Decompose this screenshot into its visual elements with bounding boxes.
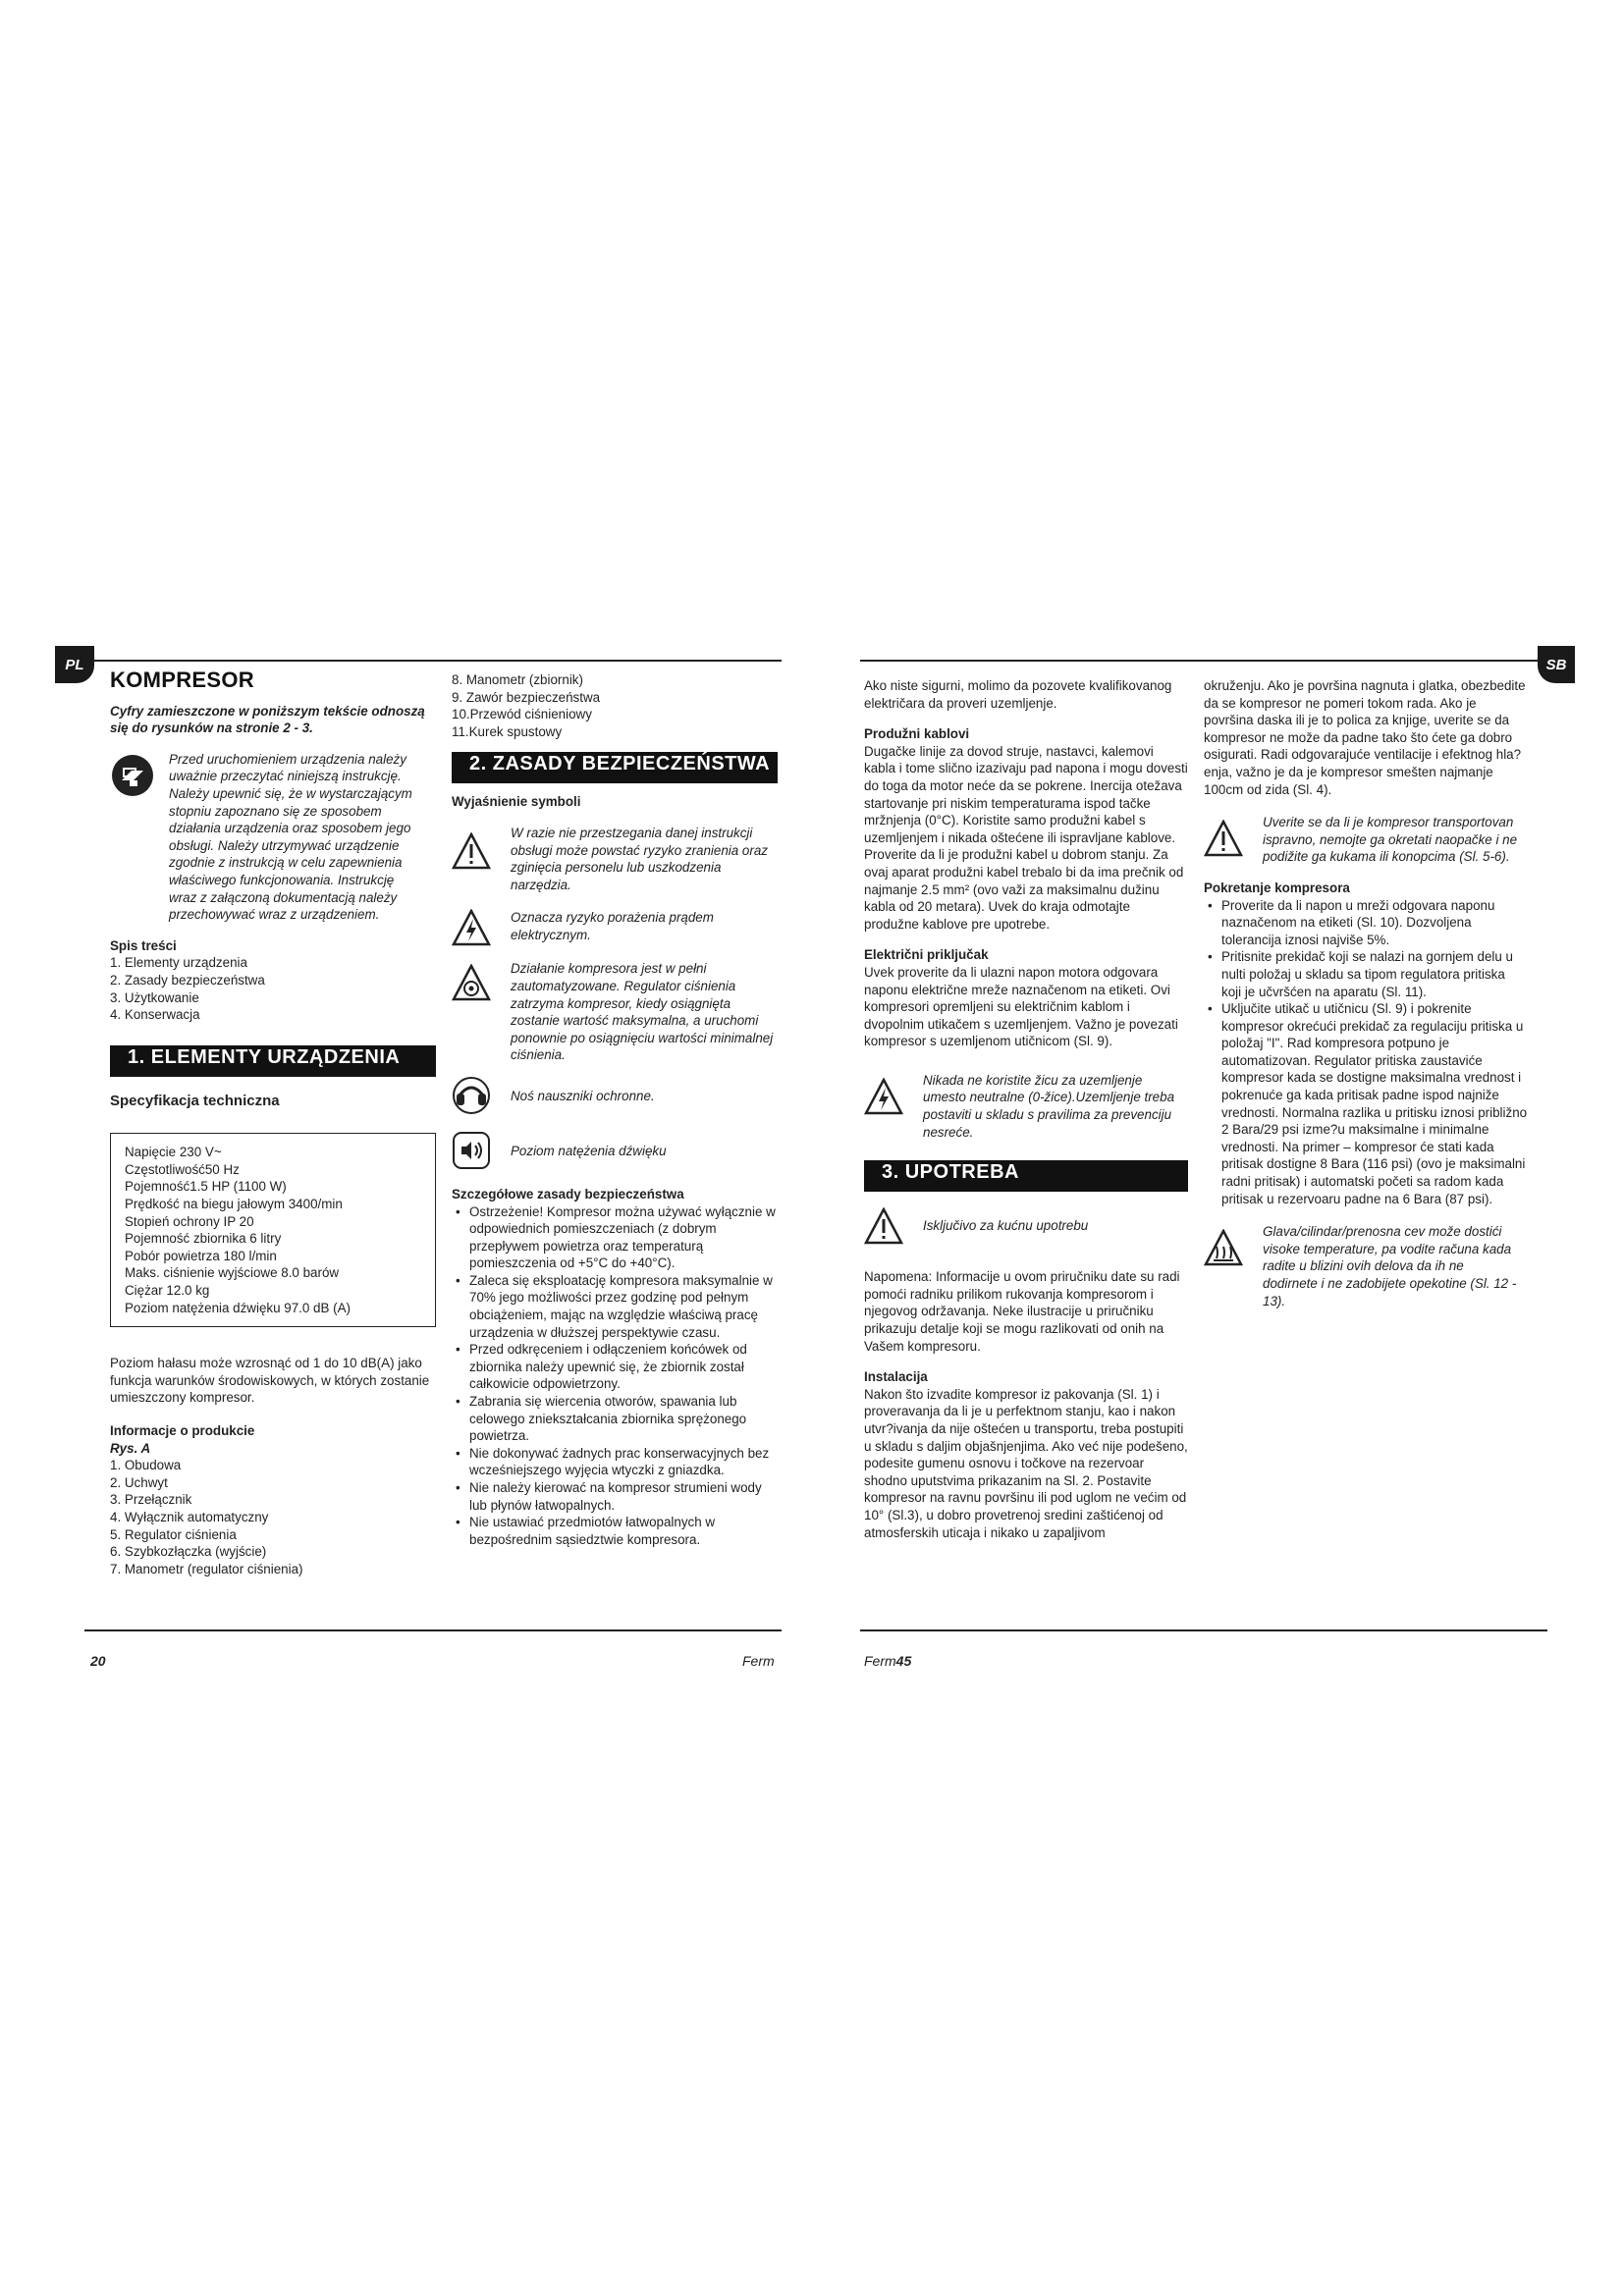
symbol-noise-level <box>452 1131 778 1170</box>
toc-list <box>110 954 436 1023</box>
usage-note: Napomena: Informacije u ovom priručniku date su radi pomoći radniku prilikom rukovanja kompresorom i njegovog održavanja. Neke ilustracije u priručniku prikazuju detalje koji se mogu razlikovati od onih na Vašem kompresoru. <box>864 1269 1180 1354</box>
footer-page-number-left: 20 <box>90 1653 106 1669</box>
start-item: • Proverite da li napon u mreži odgovara naponu naznačenom na etiketi (Sl. 10). Dozvoljena tolerancija iznosi najviše 5%. <box>1204 897 1528 949</box>
language-code: SB <box>1545 656 1567 673</box>
electric-shock-icon <box>864 1078 903 1115</box>
part-item: 8. Manometr (zbiornik) <box>452 672 583 687</box>
spec-box <box>110 1133 436 1327</box>
installation-text-continued: okruženju. Ako je površina nagnuta i glatka, obezbedite da se kompresor ne pomeri tokom rada. Ako je površina daska ili je to polica za knjige, uverite se da kompresor ne može da padne tako što ćete ga dobro osigurati. Radi odgovarajuće ventilacije i efektnog hla?enja, važno je da je kompresor smešten najmanje 100cm od zida (Sl. 4). <box>1204 678 1526 797</box>
safety-rule: • Ostrzeżenie! Kompresor można używać wyłącznie w odpowiednich pomieszczeniach (z dobrym przepływem powietrza oraz temperaturą pomieszczenia od +5°C do +40°C). <box>452 1203 778 1272</box>
left-column-2 <box>452 671 778 1548</box>
symbol-auto-start-text: Działanie kompresora jest w pełni zautomatyzowane. Regulator ciśnienia zatrzyma kompresor, kiedy osiągnięta zostanie wartość maksymalna, a uruchomi ponownie po osiągnięciu wartości minimalnej ciśnienia. <box>511 961 774 1063</box>
spec-heading: Specyfikacja techniczna <box>110 1092 280 1109</box>
warning-triangle-icon <box>452 832 491 870</box>
part-item: 3. Przełącznik <box>110 1492 192 1508</box>
symbols-heading: Wyjaśnienie symboli <box>452 794 581 810</box>
part-item: 7. Manometr (regulator ciśnienia) <box>110 1561 303 1576</box>
toc-item: 3. Użytkowanie <box>110 989 199 1005</box>
electric-shock-icon <box>452 909 491 946</box>
extension-text: Dugačke linije za dovod struje, nastavci, kalemovi kabla i tome slično izazivaju pad napona i mogu dovesti do toga da motor neće da se pokrene. Inercija otežava startovanje pri niskim temperaturama ispod tačke mržnjenja (0°C). Koristite samo produžni kabel s uzemljenjem i nikada oštećene ili ispravljane kablove. Proverite da li je produžni kabel u dobrom stanju. Za ovaj aparat produžni kabel trebalo bi da ima prečnik od najmanje 2.5 mm² (ovo važi za maksimalnu dužinu kabla od 20 metara). Uvek do kraja odmotajte produžne kablove pre upotrebe. <box>864 743 1188 932</box>
electrical-text: Uvek proverite da li ulazni napon motora odgovara naponu električne mreže naznačenom na etiketi. Ovi kompresori opremljeni su električnim kablom i dvopolnim utikačem s uzemljenjem. Važno je povezati kompresor s uzemljenom utičnicom (Sl. 9). <box>864 964 1178 1049</box>
part-item: 6. Szybkozłączka (wyjście) <box>110 1544 267 1560</box>
manual-notice-text: Przed uruchomieniem urządzenia należy uważnie przeczytać niniejszą instrukcję. Należy upewnić się, że w wystarczającym stopniu zapoznano się ze sposobem działania urządzenia oraz sposobem jego obsługi. Należy utrzymywać urządzenie zgodnie z instrukcją w celu zapewnienia właściwego funkcjonowania. Instrukcję wraz z załączoną dokumentacją należy przechowywać wraz z urządzeniem. <box>169 751 412 923</box>
document-title: KOMPRESOR <box>110 667 254 692</box>
section-heading-3: 3. UPOTREBA <box>864 1160 1188 1192</box>
language-code: PL <box>65 656 84 673</box>
spec-line: Prędkość na biegu jałowym 3400/min <box>125 1197 343 1212</box>
part-item: 10.Przewód ciśnieniowy <box>452 707 592 722</box>
toc-item: 4. Konserwacja <box>110 1007 200 1023</box>
grounding-intro: Ako niste sigurni, molimo da pozovete kvalifikovanog električara da proveri uzemljenje. <box>864 678 1172 711</box>
left-column-1 <box>110 667 436 1577</box>
sound-level-icon <box>452 1131 491 1170</box>
spec-line: Maks. ciśnienie wyjściowe 8.0 barów <box>125 1265 340 1281</box>
section-heading-2: 2. ZASADY BEZPIECZEŃSTWA <box>452 752 778 783</box>
part-item: 9. Zawór bezpieczeństwa <box>452 689 601 705</box>
section-heading-1: 1. ELEMENTY URZĄDZENIA <box>110 1045 436 1077</box>
header-rule-right <box>860 660 1538 662</box>
read-manual-icon <box>110 753 155 798</box>
toc-item: 2. Zasady bezpieczeństwa <box>110 972 265 988</box>
right-column-1 <box>864 677 1188 1541</box>
part-item: 2. Uchwyt <box>110 1474 168 1490</box>
symbol-warning-text: W razie nie przestzegania danej instrukcji obsługi może powstać ryzyko zranienia oraz zginięcia personelu lub uszkodzenia narzędzia. <box>511 825 768 892</box>
toc-item: 1. Elementy urządzenia <box>110 955 247 971</box>
warning-triangle-icon <box>864 1207 903 1245</box>
footer-page-number-right: 45 <box>895 1653 912 1669</box>
home-use-text: Isključivo za kućnu upotrebu <box>923 1218 1089 1234</box>
start-heading: Pokretanje kompresora <box>1204 880 1350 895</box>
grounding-warning <box>864 1072 1188 1141</box>
transport-warning-text: Uverite se da li je kompresor transportovan ispravno, nemojte ga okretati naopačke i ne podižite ga kukama ili konopcima (Sl. 5-6). <box>1263 815 1518 865</box>
symbol-warning <box>452 825 778 893</box>
spec-line: Napięcie 230 V~ <box>125 1145 222 1160</box>
electrical-heading: Električni priključak <box>864 947 989 963</box>
symbol-ear-protection-text: Noś nauszniki ochronne. <box>511 1088 655 1103</box>
spec-line: Pojemność zbiornika 6 litry <box>125 1231 282 1247</box>
parts-list <box>110 1457 436 1577</box>
auto-start-warning-icon <box>452 964 491 1001</box>
warning-triangle-icon <box>1204 820 1243 857</box>
spec-line: Częstotliwość50 Hz <box>125 1161 240 1177</box>
spec-line: Pojemność1.5 HP (1100 W) <box>125 1179 287 1195</box>
safety-rule: • Nie ustawiać przedmiotów łatwopalnych w bezpośrednim sąsiedztwie kompresora. <box>452 1514 778 1548</box>
installation-text: Nakon što izvadite kompresor iz pakovanja (Sl. 1) i proveravanja da li je u perfektnom stanju, kao i nakon utvr?ivanja da nije oštećen u transportu, treba postupiti u skladu s daljim objašnjenjima. Ako već nije podešeno, podesite gumenu osnovu i točkove na rezervoar shodno uputstvima prikazanim na Sl. 2. Postavite kompresor na ravnu površinu ili pod uglom ne većim od 10° (Sl.3), u dobro provetrenoj sredini zaštićenoj od atmosferskih uticaja i nikako u zapaljivom <box>864 1386 1188 1540</box>
hot-surface-icon <box>1204 1229 1243 1266</box>
symbol-electric-text: Oznacza ryzyko porażenia prądem elektrycznym. <box>511 910 714 942</box>
language-tab-sb <box>1538 646 1575 683</box>
spec-line: Stopień ochrony IP 20 <box>125 1213 254 1229</box>
footer-brand-left: Ferm <box>742 1653 775 1669</box>
extension-heading: Produžni kablovi <box>864 726 970 742</box>
symbol-ear-protection <box>452 1076 778 1115</box>
noise-note: Poziom hałasu może wzrosnąć od 1 do 10 dB(A) jako funkcja warunków środowiskowych, w których zostanie umieszczony kompresor. <box>110 1356 430 1406</box>
footer-rule-left <box>84 1629 782 1631</box>
spec-line: Ciężar 12.0 kg <box>125 1283 210 1299</box>
safety-rules-heading: Szczegółowe zasady bezpieczeństwa <box>452 1186 684 1201</box>
intro-note: Cyfry zamieszczone w poniższym tekście odnoszą się do rysunków na stronie 2 - 3. <box>110 703 425 736</box>
parts-list-continued <box>452 671 778 740</box>
product-info-heading: Informacje o produkcie <box>110 1423 255 1438</box>
transport-warning <box>1204 814 1528 866</box>
header-rule-left <box>94 660 782 662</box>
symbol-noise-level-text: Poziom natężenia dźwięku <box>511 1143 667 1158</box>
start-item: • Pritisnite prekidač koji se nalazi na gornjem delu u nulti položaj u skladu sa tipom regulatora pritiska koji je učvršćen na aparatu (Sl. 11). <box>1204 948 1528 1000</box>
footer-brand-right <box>864 1653 911 1669</box>
spec-line: Poziom natężenia dźwięku 97.0 dB (A) <box>125 1300 351 1315</box>
start-item: • Uključite utikač u utičnicu (Sl. 9) i pokrenite kompresor okrećući prekidač za regulaciju pritiska u položaj "I". Rad kompresora potpuno je automatizovan. Regulator pritiska zaustaviće kompresor kada se dostigne maksimalna vrednost i pokrenuće ga kada pritisak padne ispod najniže vrednosti. Normalna razlika u pritisku iznosi približno 2 Bara/29 psi izme?u maksimalne i minimalne vrednosti. Na primer – kompresor će stati kada pritisak dostigne 8 Bara (116 psi) (ovo je maksimalni radni pritisak) i automatski početi sa radom kada pritisak u rezervoaru padne na 6 Bara (87 psi). <box>1204 1000 1528 1207</box>
toc-heading: Spis treści <box>110 937 177 953</box>
spec-line: Pobór powietrza 180 l/min <box>125 1248 277 1263</box>
safety-rule: • Nie należy kierować na kompresor strumieni wody lub płynów łatwopalnych. <box>452 1479 778 1514</box>
footer-rule-right <box>860 1629 1547 1631</box>
grounding-warning-text: Nikada ne koristite žicu za uzemljenje umesto neutralne (0-žice).Uzemljenje treba postaviti u skladu s pravilima za prevenciju nesreće. <box>923 1072 1175 1140</box>
part-item: 4. Wyłącznik automatyczny <box>110 1509 269 1524</box>
safety-rule: • Zabrania się wiercenia otworów, spawania lub celowego zniekształcania zbiornika sprężonego powietrza. <box>452 1393 778 1445</box>
footer-brand: Ferm <box>864 1653 896 1669</box>
hot-surface-warning <box>1204 1223 1528 1309</box>
home-use-notice <box>864 1207 1188 1245</box>
language-tab-pl <box>55 646 94 683</box>
installation-heading: Instalacija <box>864 1369 928 1385</box>
figure-label: Rys. A <box>110 1440 151 1456</box>
safety-rule: • Przed odkręceniem i odłączeniem końcówek od zbiornika należy upewnić się, że zbiornik został całkowicie odpowietrzony. <box>452 1341 778 1393</box>
manual-notice <box>110 751 436 924</box>
ear-protection-icon <box>452 1076 491 1115</box>
part-item: 5. Regulator ciśnienia <box>110 1526 237 1542</box>
part-item: 11.Kurek spustowy <box>452 723 563 739</box>
symbol-auto-start <box>452 960 778 1064</box>
symbol-electric <box>452 909 778 946</box>
start-list <box>1204 897 1528 1208</box>
safety-rules-list <box>452 1203 778 1549</box>
hot-surface-warning-text: Glava/cilindar/prenosna cev može dostići visoke temperature, pa vodite računa kada radite u blizini ovih delova da ih ne dodirnete i ne zadobijete opekotine (Sl. 12 - 13). <box>1263 1224 1517 1308</box>
safety-rule: • Zaleca się eksploatację kompresora maksymalnie w 70% jego możliwości przez godzinę pod pełnym obciążeniem, mając na względzie właściwą pracę urządzenia w dłuższej perspektywie czasu. <box>452 1272 778 1341</box>
part-item: 1. Obudowa <box>110 1458 182 1473</box>
right-column-2 <box>1204 677 1528 1309</box>
safety-rule: • Nie dokonywać żadnych prac konserwacyjnych bez wcześniejszego wyjęcia wtyczki z gniazdka. <box>452 1445 778 1479</box>
